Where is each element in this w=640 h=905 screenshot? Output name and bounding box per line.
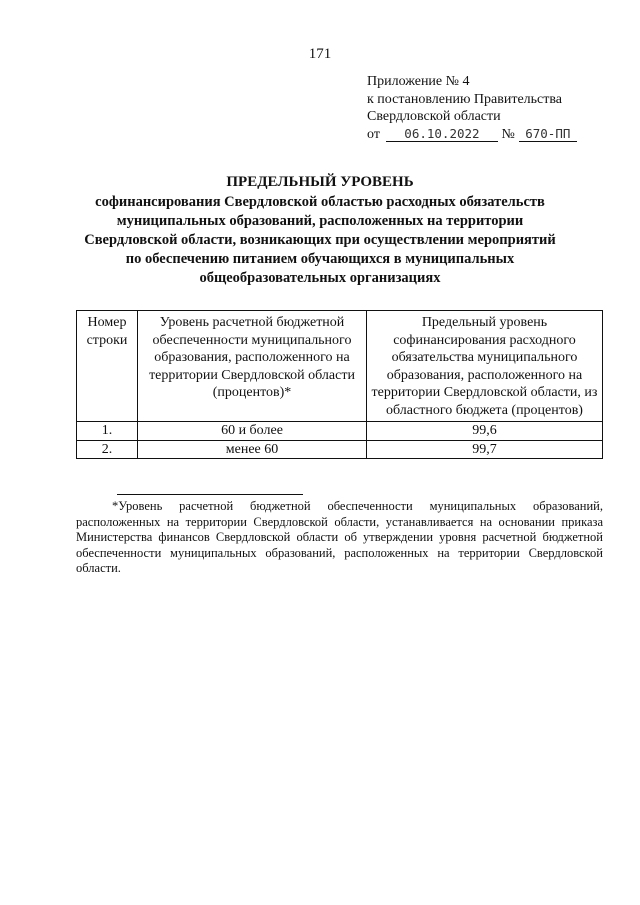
footnote: *Уровень расчетной бюджетной обеспеченности муниципальных образований, расположенных на территории Свердловской области, устанавливается на основании приказа Министерства финансов Свердловской области об утверждении уровня расчетной бюджетной обеспеченности муниципальных образований, расположенных на территории Свердловской области. — [76, 499, 603, 575]
cell-row-number: 1. — [77, 422, 138, 441]
appendix-line-1: Приложение № 4 — [367, 74, 470, 89]
table-row — [77, 422, 603, 441]
title-line: по обеспечению питанием обучающихся в муниципальных — [125, 251, 515, 267]
appendix-line-2: к постановлению Правительства — [367, 91, 563, 107]
page-number: 171 — [308, 46, 332, 62]
header-budget-level: Уровень расчетной бюджетной обеспеченности муниципального образования, расположенного на территории Свердловской области (процентов)* — [138, 311, 367, 422]
header-cofinancing-level: Предельный уровень софинансирования расходного обязательства муниципального образования, расположенного на территории Свердловской области, из областного бюджета (процентов) — [367, 311, 603, 422]
number-label: № — [501, 126, 515, 142]
from-label: от — [367, 126, 380, 142]
cell-cofinancing-level: 99,6 — [367, 422, 603, 441]
appendix-reference — [367, 73, 577, 143]
title-line: муниципальных образований, расположенных на территории — [116, 213, 524, 229]
title-line: софинансирования Свердловской областью расходных обязательств — [95, 194, 545, 210]
cofinancing-table — [76, 310, 603, 459]
table-header-row — [77, 311, 603, 422]
cell-budget-level: менее 60 — [138, 440, 367, 459]
cell-cofinancing-level: 99,7 — [367, 440, 603, 459]
title-heading: ПРЕДЕЛЬНЫЙ УРОВЕНЬ — [226, 174, 414, 190]
document-title — [60, 173, 580, 288]
header-row-number: Номер строки — [77, 311, 138, 422]
title-line: Свердловской области, возникающих при осуществлении мероприятий — [84, 232, 556, 248]
resolution-reference — [367, 126, 577, 144]
resolution-number: 670-ПП — [519, 127, 577, 142]
footnote-separator — [117, 494, 303, 495]
cell-budget-level: 60 и более — [138, 422, 367, 441]
cell-row-number: 2. — [77, 440, 138, 459]
table-row — [77, 440, 603, 459]
appendix-line-3: Свердловской области — [367, 109, 501, 124]
resolution-date: 06.10.2022 — [386, 127, 498, 142]
title-line: общеобразовательных организациях — [199, 270, 441, 286]
